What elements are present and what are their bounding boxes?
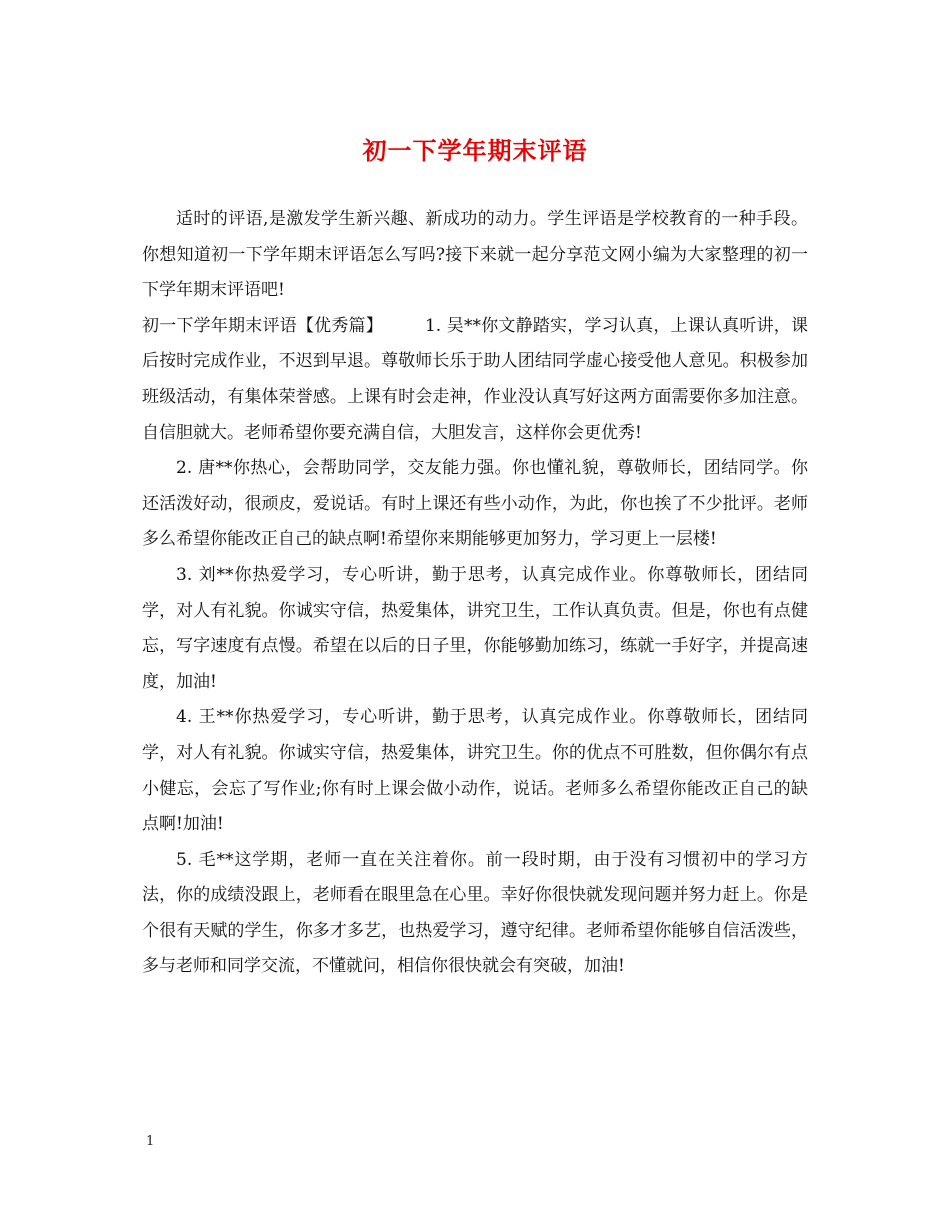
comment-paragraph: 5. 毛**这学期，老师一直在关注着你。前一段时期，由于没有习惯初中的学习方法，你的成绩没跟上，老师看在眼里急在心里。幸好你很快就发现问题并努力赶上。你是个很有天赋的学生，你多才多艺，也热爱学习，遵守纪律。老师希望你能够自信活泼些，多与老师和同学交流，不懂就问，相信你很快就会有突破，加油! <box>142 849 808 977</box>
section-heading: 初一下学年期末评语【优秀篇】 <box>142 315 383 336</box>
comment-paragraph: 4. 王**你热爱学习，专心听讲，勤于思考，认真完成作业。你尊敬师长，团结同学，对人有礼貌。你诚实守信，热爱集体，讲究卫生。你的优点不可胜数，但你偶尔有点小健忘，会忘了写作业;你有时上课会做小动作，说话。老师多么希望你能改正自己的缺点啊!加油! <box>142 707 808 835</box>
document-body <box>142 202 808 985</box>
section-paragraph <box>142 309 808 451</box>
comment-paragraph: 2. 唐**你热心，会帮助同学，交友能力强。你也懂礼貌，尊敬师长，团结同学。你还活泼好动，很顽皮，爱说话。有时上课还有些小动作，为此，你也挨了不少批评。老师多么希望你能改正自己的缺点啊!希望你来期能够更加努力，学习更上一层楼! <box>142 458 808 550</box>
comment-paragraph: 1. 吴**你文静踏实，学习认真，上课认真听讲，课后按时完成作业，不迟到早退。尊敬师长乐于助人团结同学虚心接受他人意见。积极参加班级活动，有集体荣誉感。上课有时会走神，作业没认真写好这两方面需要你多加注意。自信胆就大。老师希望你要充满自信，大胆发言，这样你会更优秀! <box>142 315 809 443</box>
intro-paragraph: 适时的评语,是激发学生新兴趣、新成功的动力。学生评语是学校教育的一种手段。你想知道初一下学年期末评语怎么写吗?接下来就一起分享范文网小编为大家整理的初一下学年期末评语吧! <box>142 209 808 301</box>
page-number: 1 <box>146 1134 155 1149</box>
page-title: 初一下学年期末评语 <box>362 136 588 165</box>
comment-paragraph: 3. 刘**你热爱学习，专心听讲，勤于思考，认真完成作业。你尊敬师长，团结同学，对人有礼貌。你诚实守信，热爱集体，讲究卫生，工作认真负责。但是，你也有点健忘，写字速度有点慢。希望在以后的日子里，你能够勤加练习，练就一手好字，并提高速度，加油! <box>142 564 808 692</box>
